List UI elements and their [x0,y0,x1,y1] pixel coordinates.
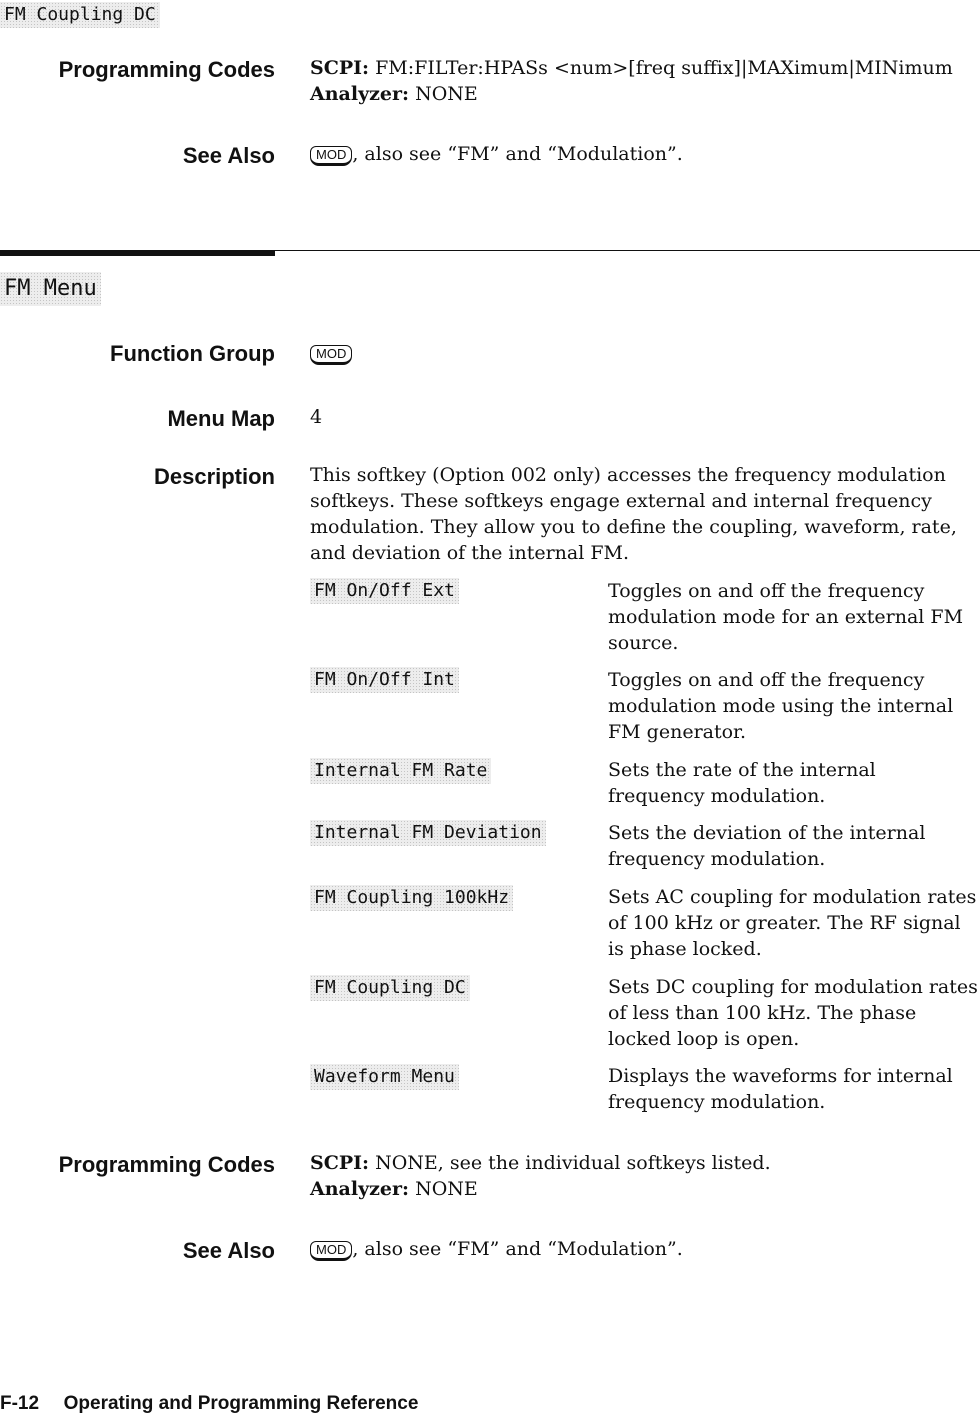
analyzer-label: Analyzer: [310,83,410,105]
softkey-fm-on-off-int[interactable]: FM On/Off Int [310,667,459,693]
softkey-description: Toggles on and off the frequency modulation mode for an external FM source. [608,580,964,654]
analyzer-label: Analyzer: [310,1178,410,1200]
softkey-description: Sets the rate of the internal frequency modulation. [608,759,876,807]
fm-menu-title-softkey: FM Menu [0,272,101,306]
scpi-label: SCPI: [310,1152,370,1174]
description-line: modulation. They allow you to define the coupling, waveform, rate, [310,516,957,538]
menu-map-label: Menu Map [167,406,275,431]
see-also-line [310,1236,683,1262]
scpi-value: FM:FILTer:HPASs <num>[freq suffix]|MAXimum|MINimum [375,57,953,79]
softkey-waveform-menu[interactable]: Waveform Menu [310,1064,459,1090]
softkey-description: Sets DC coupling for modulation rates of less than 100 kHz. The phase locked loop is open. [608,976,978,1050]
mod-hardkey[interactable]: MOD [310,146,352,166]
mod-hardkey[interactable]: MOD [310,1241,352,1261]
programming-codes-label: Programming Codes [58,1152,275,1177]
scpi-line [310,55,953,81]
page-number: F-12 [0,1393,40,1414]
see-also-label: See Also [182,143,275,168]
softkey-internal-fm-deviation[interactable]: Internal FM Deviation [310,820,546,846]
see-also-line [310,141,683,167]
see-also-text: , also see “FM” and “Modulation”. [352,143,683,165]
softkey-description: Sets AC coupling for modulation rates of 100 kHz or greater. The RF signal is phase locked. [608,886,977,960]
description-line: and deviation of the internal FM. [310,542,630,564]
softkey-internal-fm-rate[interactable]: Internal FM Rate [310,758,491,784]
softkey-description: Displays the waveforms for internal frequency modulation. [608,1065,953,1113]
section-divider-thin [275,250,980,251]
description-label: Description [153,464,275,489]
analyzer-line [310,81,478,107]
programming-codes-label: Programming Codes [58,57,275,82]
analyzer-line [310,1176,478,1202]
section-divider-thick [0,250,275,256]
analyzer-value: NONE [415,83,478,105]
softkey-fm-coupling-100khz[interactable]: FM Coupling 100kHz [310,885,513,911]
mod-hardkey[interactable]: MOD [310,345,352,365]
function-group-label: Function Group [110,341,275,366]
menu-map-value: 4 [310,406,323,428]
function-group-value [310,340,352,366]
scpi-value: NONE, see the individual softkeys listed. [375,1152,771,1174]
footer-title: Operating and Programming Reference [63,1393,419,1414]
softkey-fm-on-off-ext[interactable]: FM On/Off Ext [310,578,459,604]
top-softkey-fm-coupling-dc: FM Coupling DC [0,2,160,28]
description-line: This softkey (Option 002 only) accesses the frequency modulation [310,464,946,486]
see-also-label: See Also [182,1238,275,1263]
softkey-fm-coupling-dc[interactable]: FM Coupling DC [310,975,470,1001]
page-footer [0,1392,418,1416]
softkey-description: Sets the deviation of the internal frequency modulation. [608,822,926,870]
analyzer-value: NONE [415,1178,478,1200]
description-line: softkeys. These softkeys engage external and internal frequency [310,490,932,512]
see-also-text: , also see “FM” and “Modulation”. [352,1238,683,1260]
scpi-line [310,1150,771,1176]
softkey-description: Toggles on and off the frequency modulation mode using the internal FM generator. [608,669,954,743]
scpi-label: SCPI: [310,57,370,79]
